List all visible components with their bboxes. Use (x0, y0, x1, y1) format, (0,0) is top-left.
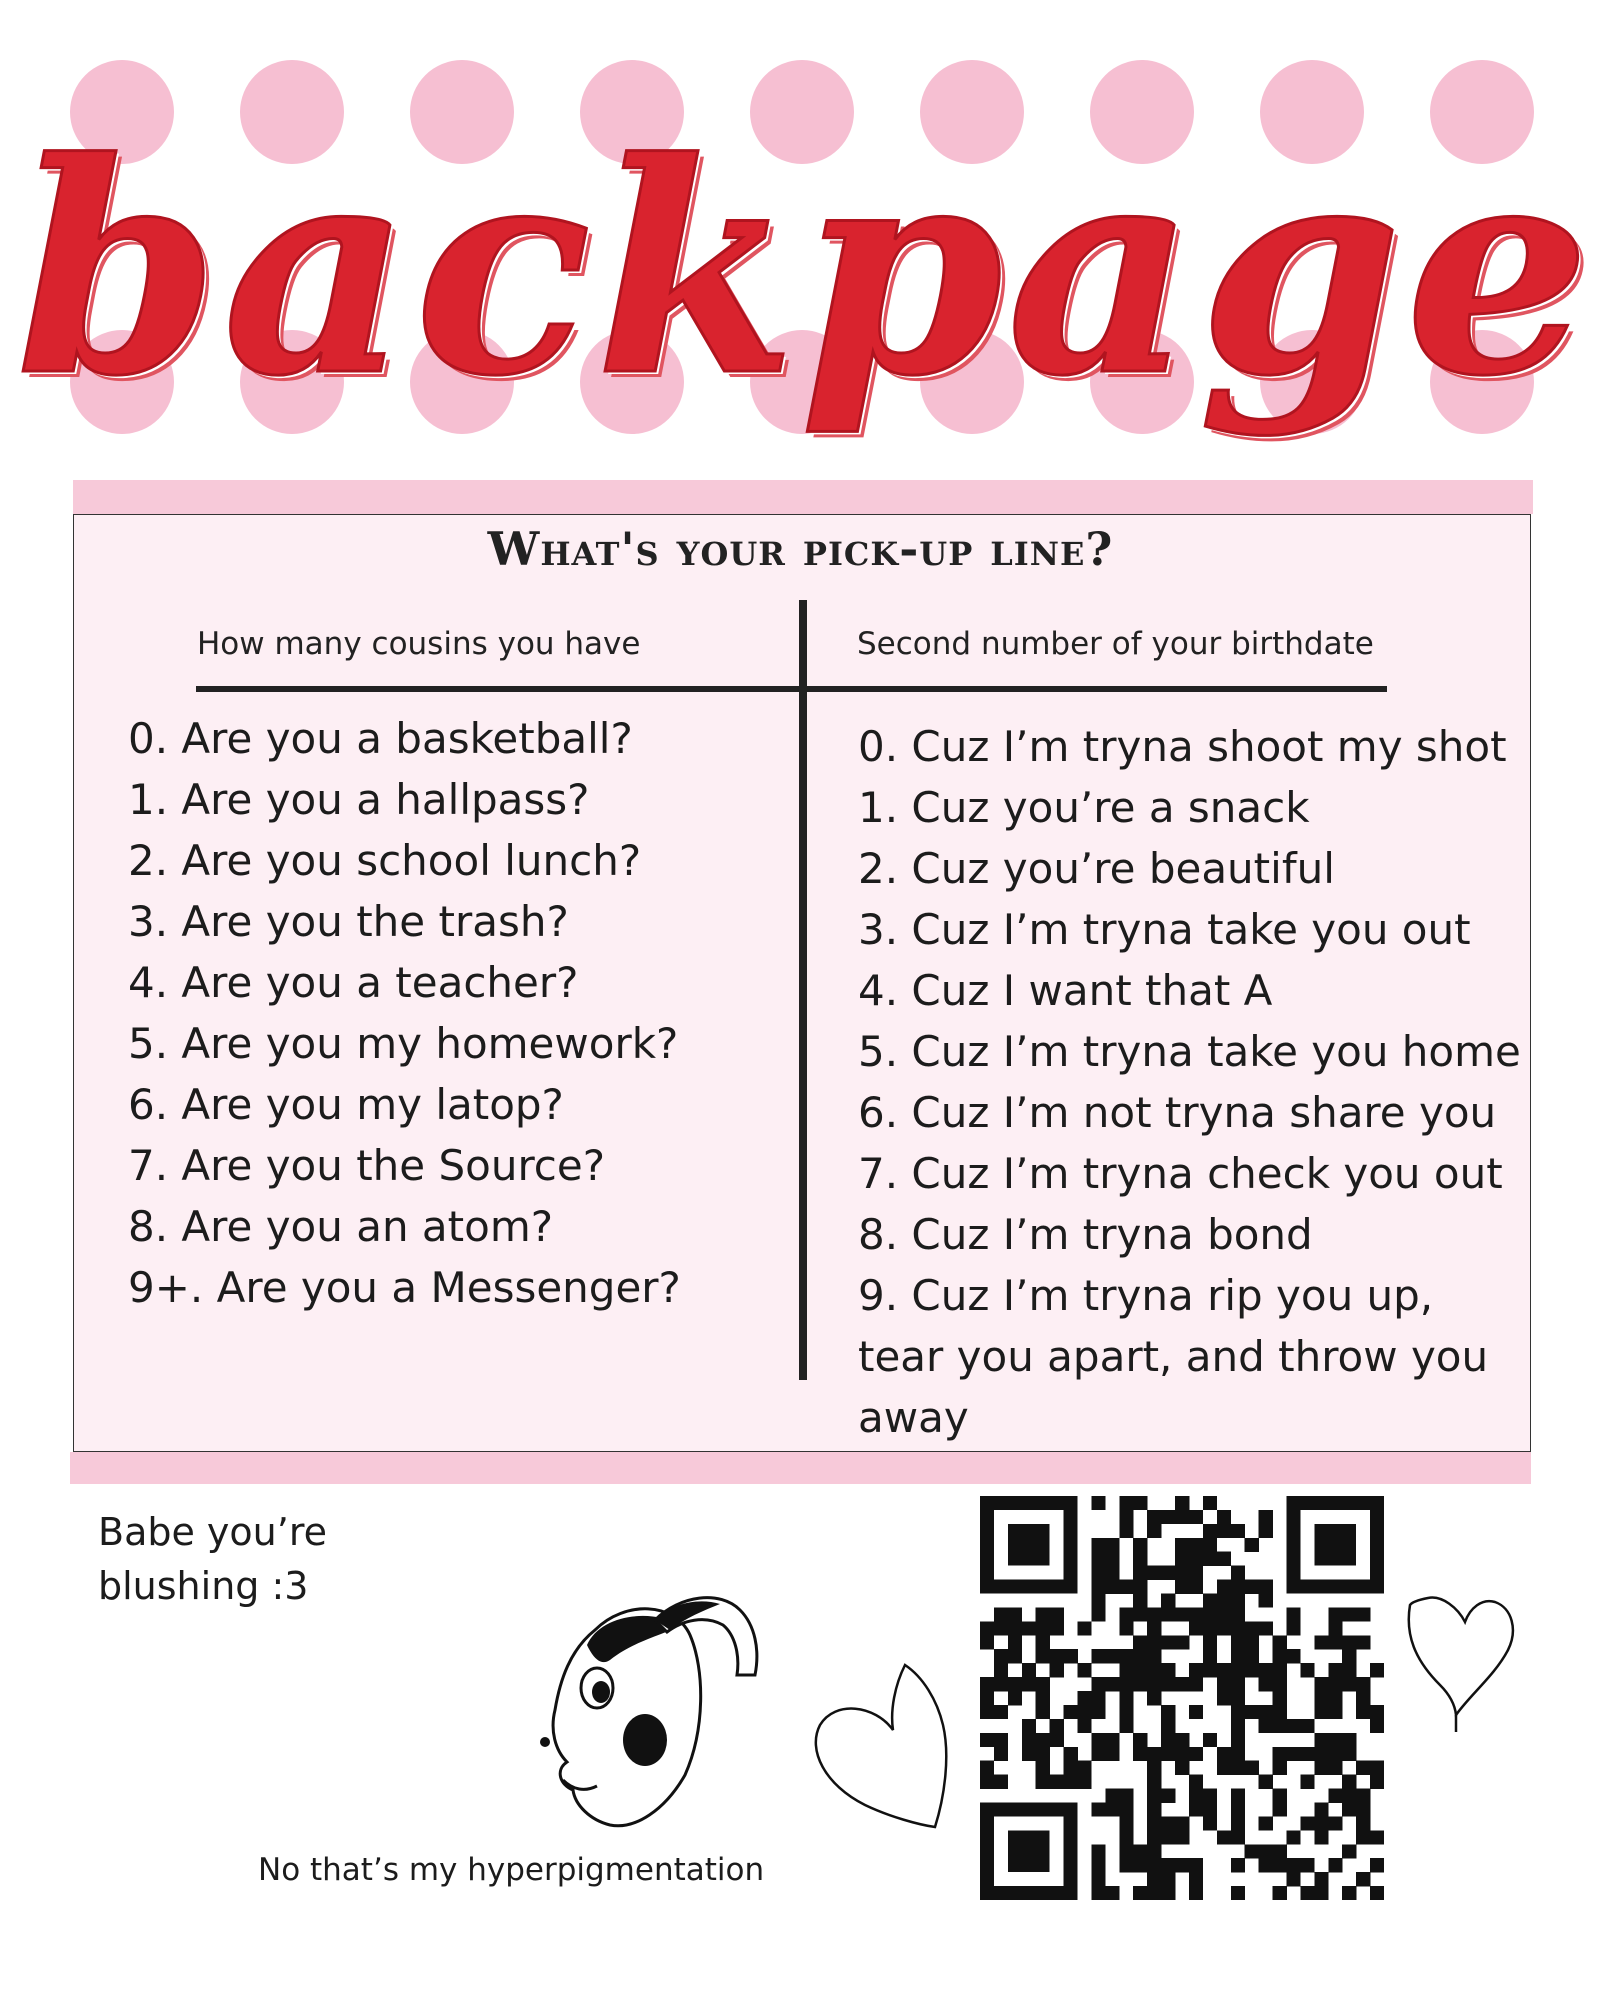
list-item: 6. Are you my latop? (128, 1080, 564, 1129)
pickup-answer-list (858, 716, 1521, 1448)
qr-code-icon (980, 1496, 1384, 1900)
face-doodle-icon (515, 1590, 775, 1850)
list-item: 4. Cuz I want that A (858, 966, 1273, 1015)
list-item: 8. Are you an atom? (128, 1202, 554, 1251)
list-item: 2. Cuz you’re beautiful (858, 844, 1335, 893)
list-item: 3. Are you the trash? (128, 897, 569, 946)
pink-band-bottom (70, 1452, 1531, 1484)
list-item: 2. Are you school lunch? (128, 836, 642, 885)
list-item: 6. Cuz I’m not tryna share you (858, 1088, 1497, 1137)
face-caption: No that’s my hyperpigmentation (258, 1852, 765, 1888)
left-column-header: How many cousins you have (197, 626, 641, 662)
list-item: 8. Cuz I’m tryna bond (858, 1210, 1313, 1259)
header-rule (196, 686, 1387, 692)
list-item: 7. Are you the Source? (128, 1141, 606, 1190)
list-item: 1. Cuz you’re a snack (858, 783, 1310, 832)
list-item: 5. Are you my homework? (128, 1019, 679, 1068)
masthead-title: backpage (15, 100, 1595, 440)
list-item: 7. Cuz I’m tryna check you out (858, 1149, 1503, 1198)
list-item: 1. Are you a hallpass? (128, 775, 590, 824)
list-item: 9+. Are you a Messenger? (128, 1263, 681, 1312)
quiz-title: What's your pick-up line? (487, 522, 1114, 576)
heart-doodle-icon (805, 1655, 955, 1835)
list-item: 9. Cuz I’m tryna rip you up, tear you apart, and throw you away (858, 1271, 1489, 1442)
column-divider (799, 600, 807, 1380)
blush-note: Babe you’re blushing :3 (98, 1510, 328, 1608)
pink-band-top (73, 480, 1533, 514)
list-item: 4. Are you a teacher? (128, 958, 579, 1007)
pickup-question-list (128, 708, 681, 1318)
list-item: 0. Cuz I’m tryna shoot my shot (858, 722, 1507, 771)
masthead (15, 40, 1595, 500)
list-item: 5. Cuz I’m tryna take you home (858, 1027, 1521, 1076)
right-column-header: Second number of your birthdate (857, 626, 1374, 662)
list-item: 3. Cuz I’m tryna take you out (858, 905, 1471, 954)
heart-doodle-icon (1400, 1590, 1520, 1740)
list-item: 0. Are you a basketball? (128, 714, 633, 763)
